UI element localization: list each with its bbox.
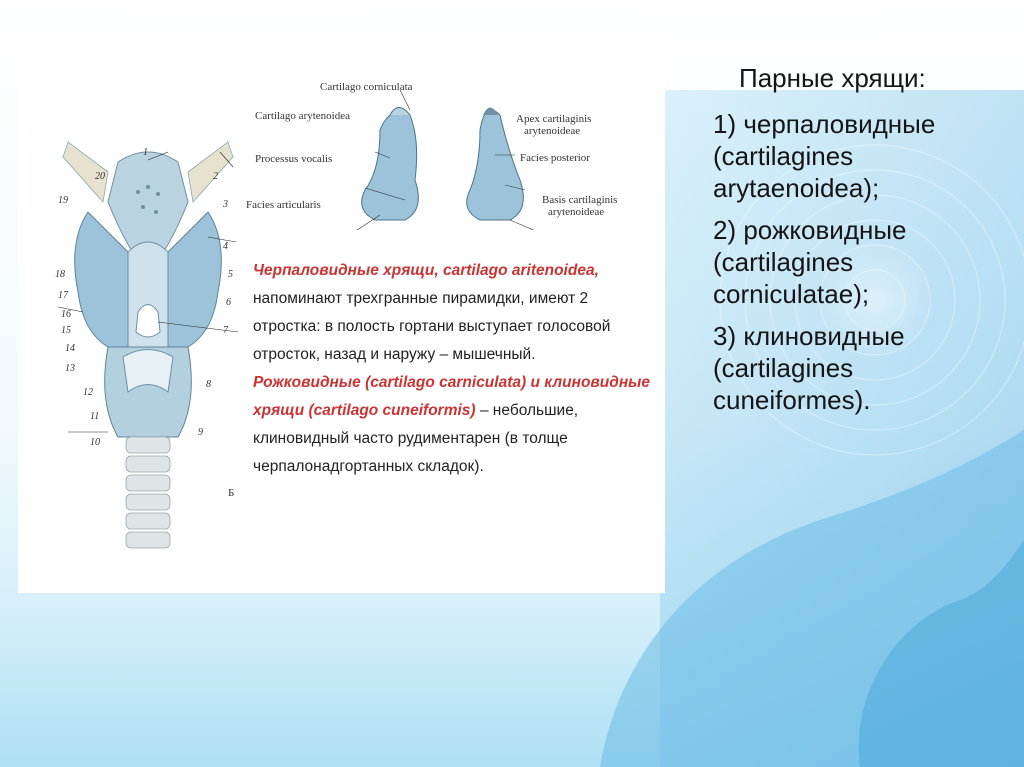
figure-caption — [253, 257, 653, 481]
label-basis-line2: arytenoideae — [548, 206, 605, 218]
label-processus-vocalis: Processus vocalis — [255, 153, 333, 165]
label-apex-line2: arytenoideae — [524, 125, 581, 137]
figure-number-18: 18 — [55, 269, 65, 280]
figure-number-1: 1 — [143, 147, 148, 158]
figure-number-6: 6 — [226, 297, 231, 308]
caption-term-corniculate-cuneiform: Рожковидные (cartilago carniculata) и клиновидные хрящи (cartilago cuneiformis) — [253, 374, 651, 419]
label-facies-articularis: Facies articularis — [246, 199, 321, 211]
figure-number-8: 8 — [206, 379, 211, 390]
anatomy-figure — [18, 36, 665, 593]
figure-number-4: 4 — [223, 241, 228, 252]
list-item-line: corniculatae); — [713, 279, 870, 309]
figure-number-12: 12 — [83, 387, 93, 398]
label-apex-line1: Apex cartilaginis — [516, 113, 592, 125]
slide-text — [713, 62, 1013, 426]
larynx-illustration — [48, 132, 248, 562]
label-cartilago-corniculata: Cartilago corniculata — [320, 81, 413, 93]
list-item — [713, 108, 1013, 204]
list-item-line: 1) черпаловидные — [713, 109, 936, 139]
figure-number-16: 16 — [61, 309, 71, 320]
list-item-line: (cartilagines — [713, 141, 854, 171]
label-facies-posterior: Facies posterior — [520, 152, 590, 164]
list-item-line: (cartilagines — [713, 353, 854, 383]
caption-text-corniculate-cuneiform: – небольшие, клиновидный часто рудиментарен (в толще черпалонадгортанных складок). — [253, 402, 579, 475]
figure-number-17: 17 — [58, 290, 68, 301]
label-cartilago-arytenoidea: Cartilago arytenoidea — [255, 110, 350, 122]
figure-number-5: 5 — [228, 269, 233, 280]
list-item-line: arytaenoidea); — [713, 173, 880, 203]
label-basis-line1: Basis cartilaginis — [542, 194, 618, 206]
figure-number-13: 13 — [65, 363, 75, 374]
list-item-line: 3) клиновидные — [713, 321, 905, 351]
label-letter-b: Б — [228, 487, 235, 499]
figure-number-11: 11 — [90, 411, 100, 422]
list-item-line: cuneiformes). — [713, 385, 871, 415]
figure-number-14: 14 — [65, 343, 75, 354]
figure-number-7: 7 — [223, 325, 228, 336]
list-item-line: 2) рожковидные — [713, 215, 907, 245]
figure-number-3: 3 — [223, 199, 228, 210]
figure-number-15: 15 — [61, 325, 71, 336]
list-item-line: (cartilagines — [713, 247, 854, 277]
figure-number-2: 2 — [213, 171, 218, 182]
list-item — [713, 214, 1013, 310]
list-item — [713, 320, 1013, 416]
caption-text-arytenoid: напоминают трехгранные пирамидки, имеют 2 отростка: в полость гортани выступает голосовой отросток, назад и наружу – мышечный. — [253, 290, 611, 363]
figure-number-10: 10 — [90, 437, 100, 448]
figure-number-19: 19 — [58, 195, 68, 206]
figure-number-20: 20 — [95, 171, 105, 182]
caption-term-arytenoid: Черпаловидные хрящи, cartilago aritenoidea, — [253, 262, 599, 279]
slide-heading: Парные хрящи: — [739, 63, 926, 93]
figure-number-9: 9 — [198, 427, 203, 438]
